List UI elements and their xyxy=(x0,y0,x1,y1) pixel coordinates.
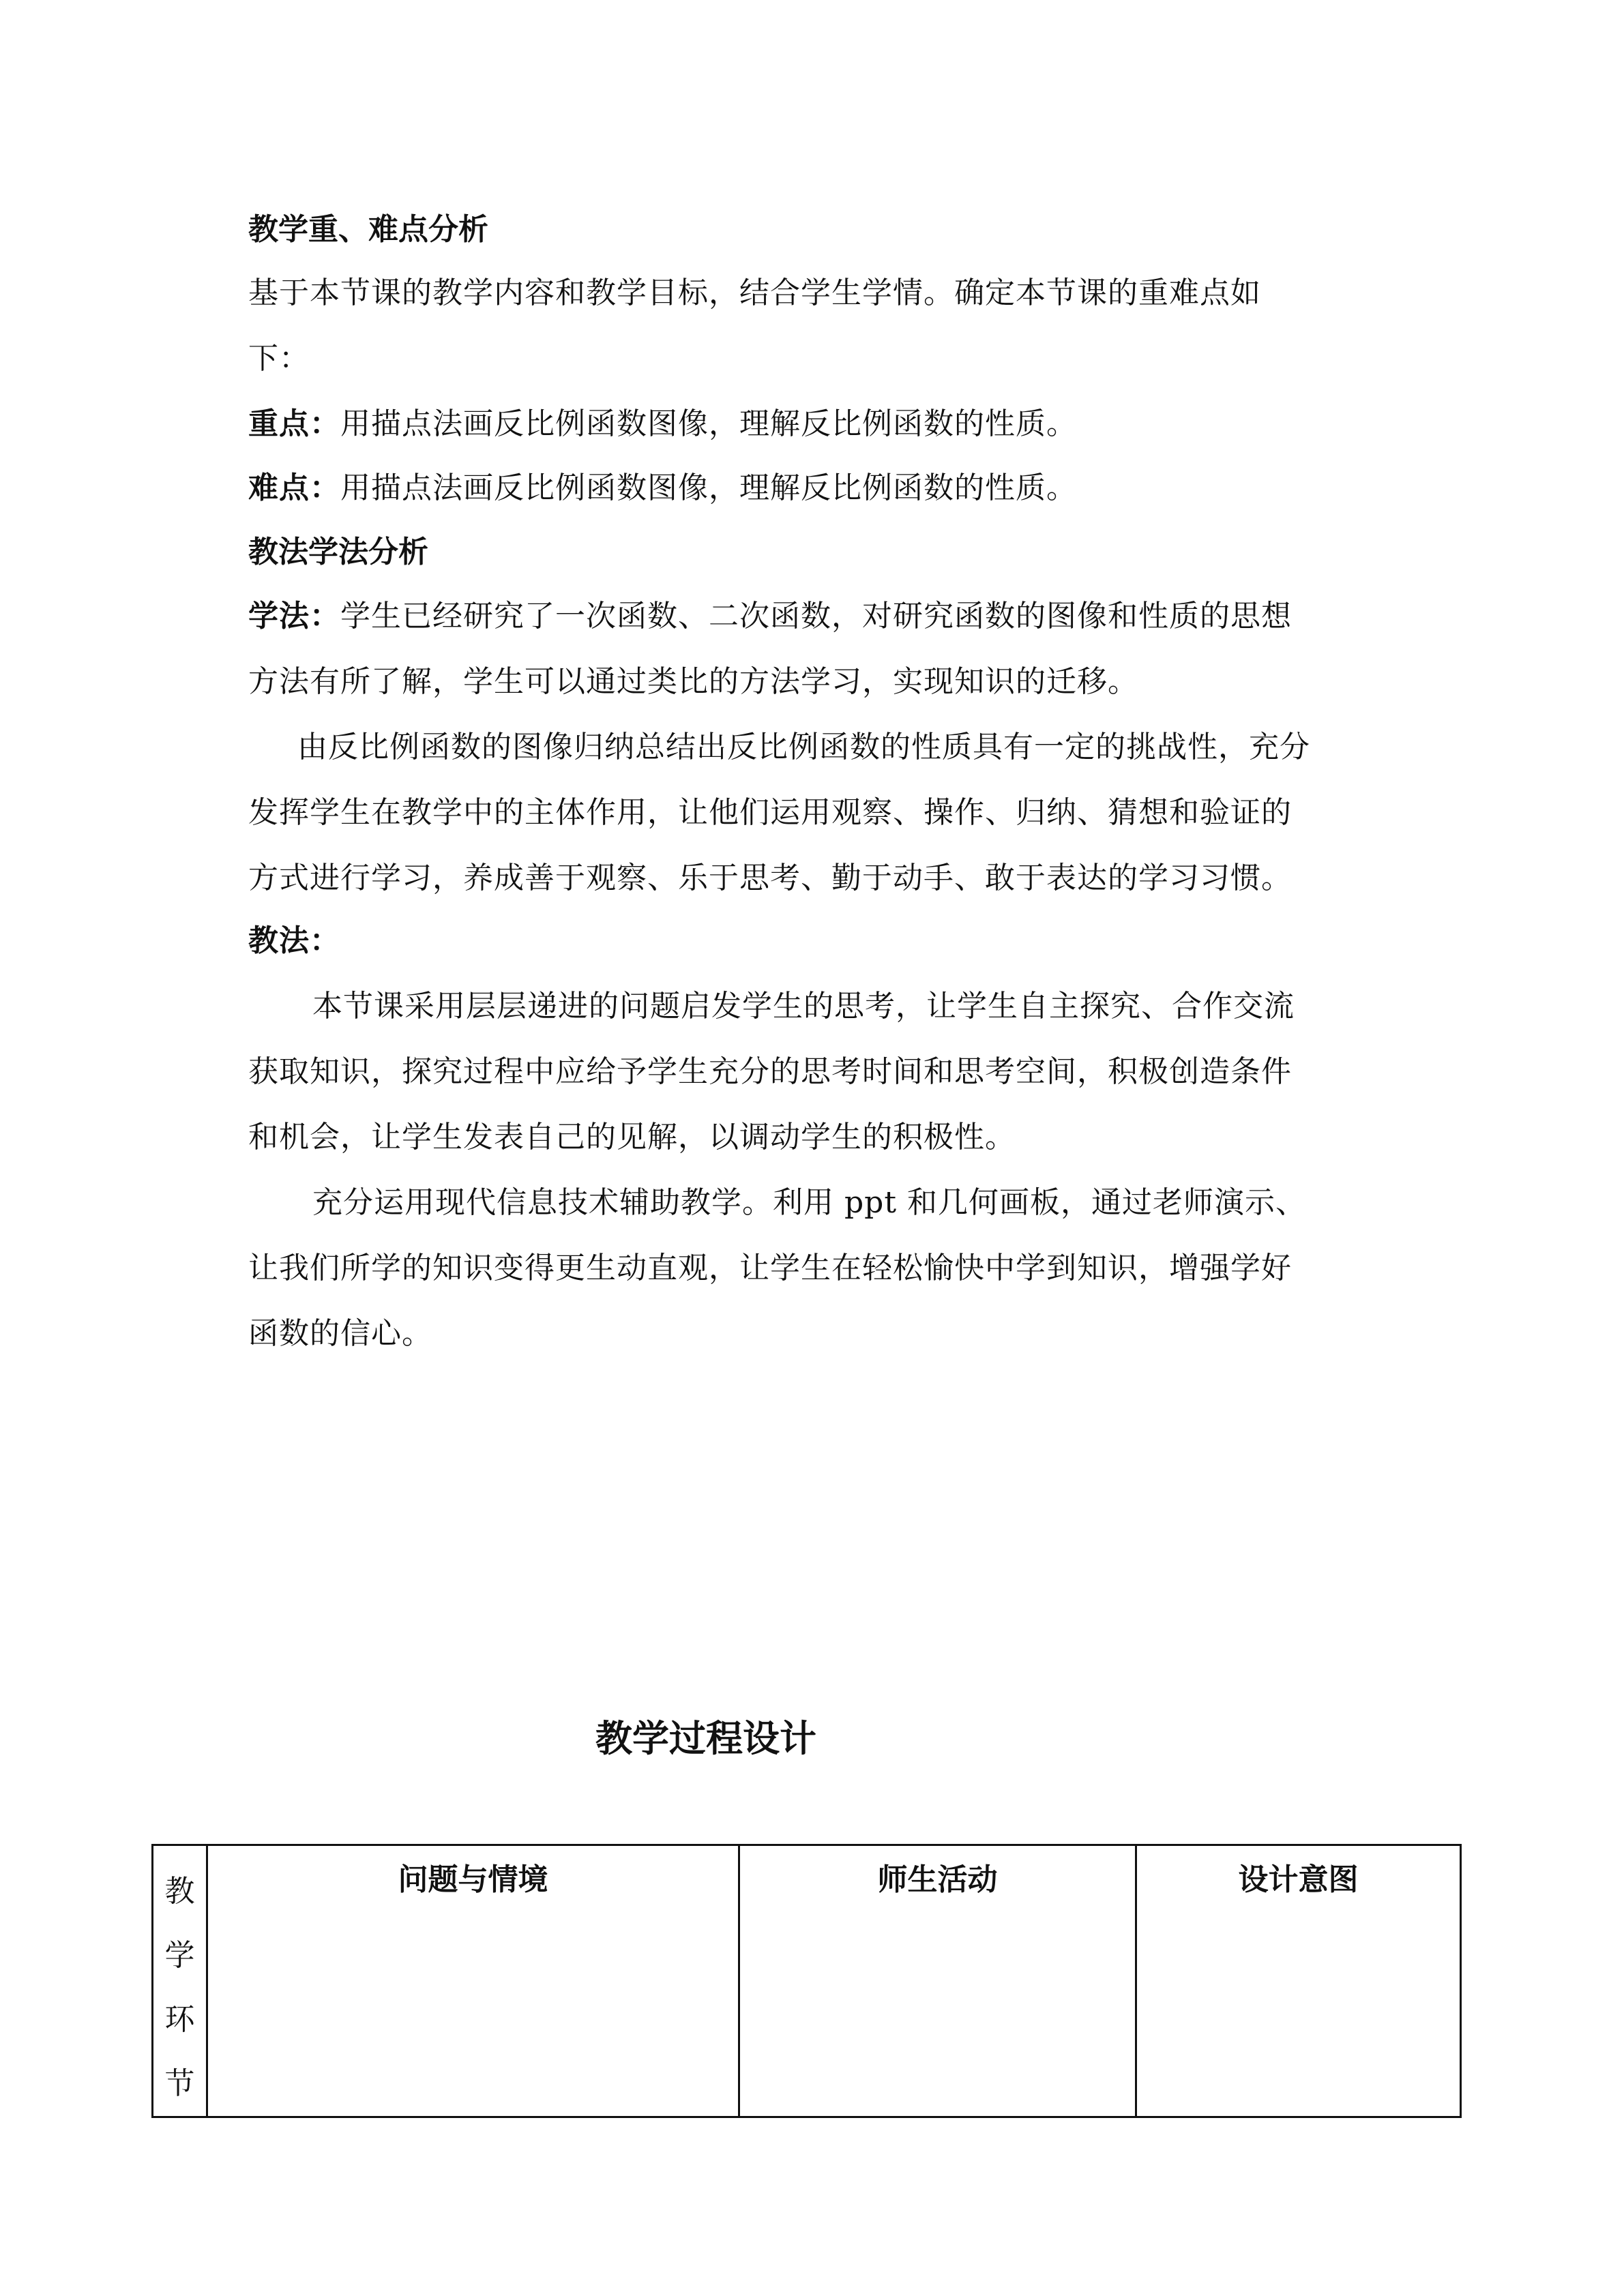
teaching-para2-line2: 让我们所学的知识变得更生动直观，让学生在轻松愉快中学到知识，增强学好 xyxy=(248,1251,1292,1285)
table-header-row xyxy=(153,1845,1461,2117)
focus-text: 用描点法画反比例函数图像，理解反比例函数的性质。 xyxy=(340,406,1077,441)
header-stage: 教学环节 xyxy=(164,1874,195,2101)
teaching-para1-line2: 获取知识，探究过程中应给予学生充分的思考时间和思考空间，积极创造条件 xyxy=(248,1054,1292,1089)
teaching-process-table xyxy=(151,1844,1462,2118)
difficulty-paragraph xyxy=(248,468,1077,509)
focus-label: 重点： xyxy=(248,406,340,441)
teaching-label: 教法： xyxy=(248,923,340,958)
key-points-heading: 教学重、难点分析 xyxy=(248,212,488,247)
header-cell-stage xyxy=(153,1845,207,2117)
focus-paragraph xyxy=(248,404,1077,445)
header-cell-activity xyxy=(739,1845,1136,2117)
difficulty-label: 难点： xyxy=(248,471,340,505)
teaching-para1-line3: 和机会，让学生发表自己的见解，以调动学生的积极性。 xyxy=(248,1120,1016,1154)
process-title: 教学过程设计 xyxy=(595,1717,816,1760)
learning-para2-line3: 方式进行学习，养成善于观察、乐于思考、勤于动手、敢于表达的学习习惯。 xyxy=(248,861,1292,895)
learning-line1: 学生已经研究了一次函数、二次函数，对研究函数的图像和性质的思想 xyxy=(340,599,1292,633)
header-activity: 师生活动 xyxy=(877,1862,998,1897)
learning-paragraph xyxy=(248,596,1292,637)
teaching-para1-line1: 本节课采用层层递进的问题启发学生的思考，让学生自主探究、合作交流 xyxy=(312,989,1295,1024)
difficulty-text: 用描点法画反比例函数图像，理解反比例函数的性质。 xyxy=(340,471,1077,505)
learning-para2-line2: 发挥学生在教学中的主体作用，让他们运用观察、操作、归纳、猜想和验证的 xyxy=(248,795,1292,830)
header-cell-intent xyxy=(1136,1845,1461,2117)
header-question: 问题与情境 xyxy=(398,1862,548,1897)
methods-heading: 教法学法分析 xyxy=(248,535,428,569)
header-cell-question xyxy=(207,1845,739,2117)
teaching-para2-line1: 充分运用现代信息技术辅助教学。利用 ppt 和几何画板，通过老师演示、 xyxy=(312,1185,1306,1220)
learning-line2: 方法有所了解，学生可以通过类比的方法学习，实现知识的迁移。 xyxy=(248,664,1138,699)
key-points-intro-line2: 下： xyxy=(248,341,310,376)
header-intent: 设计意图 xyxy=(1238,1862,1359,1897)
key-points-intro-line1: 基于本节课的教学内容和教学目标，结合学生学情。确定本节课的重难点如 xyxy=(248,275,1261,310)
teaching-para2-line3: 函数的信心。 xyxy=(248,1316,432,1351)
learning-para2-line1: 由反比例函数的图像归纳总结出反比例函数的性质具有一定的挑战性，充分 xyxy=(297,730,1310,764)
learning-label: 学法： xyxy=(248,599,340,633)
